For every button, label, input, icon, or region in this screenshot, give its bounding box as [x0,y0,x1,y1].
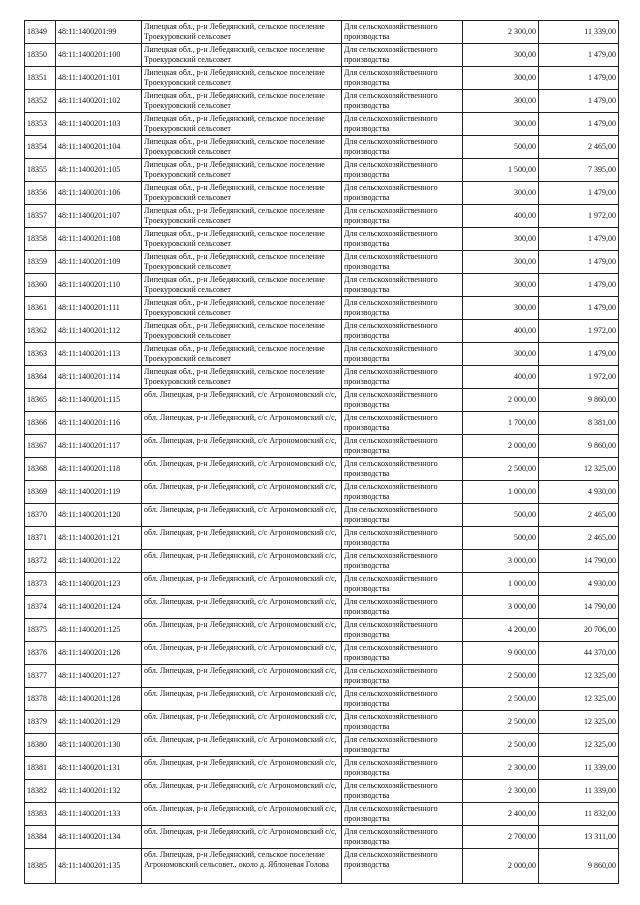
table-row [25,228,619,251]
location-address: обл. Липецкая, р-н Лебедянский, с/с Агрономовский с/с, [142,826,342,849]
area-value: 300,00 [463,44,539,67]
cadastral-number: 48:11:1400201:123 [56,573,142,596]
row-number: 18370 [25,504,56,527]
cadastral-number: 48:11:1400201:102 [56,90,142,113]
location-address: Липецкая обл., р-н Лебедянский, сельское поселение Троекуровский сельсовет [142,44,342,67]
cadastral-number: 48:11:1400201:107 [56,205,142,228]
row-number: 18378 [25,688,56,711]
permitted-use: Для сельскохозяйственного производства [342,182,463,205]
row-number: 18361 [25,297,56,320]
row-number: 18366 [25,412,56,435]
cadastral-number: 48:11:1400201:101 [56,67,142,90]
location-address: обл. Липецкая, р-н Лебедянский, с/с Агрономовский с/с, [142,389,342,412]
table-row [25,803,619,826]
permitted-use: Для сельскохозяйственного производства [342,665,463,688]
location-address: обл. Липецкая, р-н Лебедянский, с/с Агрономовский с/с, [142,596,342,619]
cadastral-value-table-page [24,20,618,884]
location-address: обл. Липецкая, р-н Лебедянский, с/с Агрономовский с/с, [142,458,342,481]
table-row [25,504,619,527]
permitted-use: Для сельскохозяйственного производства [342,527,463,550]
table-row [25,481,619,504]
permitted-use: Для сельскохозяйственного производства [342,113,463,136]
cadastral-number: 48:11:1400201:121 [56,527,142,550]
cadastral-value: 1 479,00 [539,67,619,90]
table-row [25,596,619,619]
table-row [25,90,619,113]
row-number: 18367 [25,435,56,458]
cadastral-number: 48:11:1400201:120 [56,504,142,527]
cadastral-number: 48:11:1400201:100 [56,44,142,67]
row-number: 18377 [25,665,56,688]
row-number: 18373 [25,573,56,596]
permitted-use: Для сельскохозяйственного производства [342,481,463,504]
cadastral-number: 48:11:1400201:131 [56,757,142,780]
location-address: обл. Липецкая, р-н Лебедянский, с/с Агрономовский с/с, [142,734,342,757]
table-row [25,320,619,343]
cadastral-value-table [24,20,619,884]
permitted-use: Для сельскохозяйственного производства [342,297,463,320]
cadastral-number: 48:11:1400201:114 [56,366,142,389]
cadastral-value: 1 479,00 [539,228,619,251]
cadastral-value: 9 860,00 [539,389,619,412]
location-address: Липецкая обл., р-н Лебедянский, сельское поселение Троекуровский сельсовет [142,343,342,366]
row-number: 18364 [25,366,56,389]
table-row [25,274,619,297]
location-address: Липецкая обл., р-н Лебедянский, сельское поселение Троекуровский сельсовет [142,205,342,228]
table-row [25,297,619,320]
location-address: обл. Липецкая, р-н Лебедянский, с/с Агрономовский с/с, [142,688,342,711]
cadastral-value: 1 479,00 [539,113,619,136]
cadastral-value: 11 339,00 [539,21,619,44]
cadastral-number: 48:11:1400201:112 [56,320,142,343]
location-address: обл. Липецкая, р-н Лебедянский, с/с Агрономовский с/с, [142,412,342,435]
cadastral-value: 12 325,00 [539,711,619,734]
row-number: 18351 [25,67,56,90]
permitted-use: Для сельскохозяйственного производства [342,435,463,458]
cadastral-value: 44 370,00 [539,642,619,665]
table-row [25,435,619,458]
area-value: 300,00 [463,274,539,297]
location-address: обл. Липецкая, р-н Лебедянский, с/с Агрономовский с/с, [142,803,342,826]
area-value: 400,00 [463,320,539,343]
location-address: обл. Липецкая, р-н Лебедянский, с/с Агрономовский с/с, [142,504,342,527]
row-number: 18357 [25,205,56,228]
row-number: 18352 [25,90,56,113]
location-address: Липецкая обл., р-н Лебедянский, сельское поселение Троекуровский сельсовет [142,159,342,182]
location-address: обл. Липецкая, р-н Лебедянский, с/с Агрономовский с/с, [142,573,342,596]
cadastral-value: 1 479,00 [539,90,619,113]
area-value: 300,00 [463,90,539,113]
area-value: 2 300,00 [463,780,539,803]
table-row [25,159,619,182]
permitted-use: Для сельскохозяйственного производства [342,458,463,481]
location-address: Липецкая обл., р-н Лебедянский, сельское поселение Троекуровский сельсовет [142,21,342,44]
row-number: 18355 [25,159,56,182]
permitted-use: Для сельскохозяйственного производства [342,734,463,757]
cadastral-number: 48:11:1400201:130 [56,734,142,757]
table-row [25,780,619,803]
table-row [25,734,619,757]
row-number: 18354 [25,136,56,159]
permitted-use: Для сельскохозяйственного производства [342,642,463,665]
area-value: 2 500,00 [463,688,539,711]
location-address: обл. Липецкая, р-н Лебедянский, с/с Агрономовский с/с, [142,757,342,780]
table-row [25,757,619,780]
permitted-use: Для сельскохозяйственного производства [342,21,463,44]
permitted-use: Для сельскохозяйственного производства [342,596,463,619]
cadastral-number: 48:11:1400201:108 [56,228,142,251]
permitted-use: Для сельскохозяйственного производства [342,849,463,884]
table-row [25,527,619,550]
row-number: 18383 [25,803,56,826]
area-value: 300,00 [463,182,539,205]
area-value: 1 000,00 [463,573,539,596]
permitted-use: Для сельскохозяйственного производства [342,274,463,297]
cadastral-value: 1 972,00 [539,205,619,228]
area-value: 2 700,00 [463,826,539,849]
cadastral-number: 48:11:1400201:111 [56,297,142,320]
permitted-use: Для сельскохозяйственного производства [342,320,463,343]
cadastral-number: 48:11:1400201:129 [56,711,142,734]
table-row [25,412,619,435]
location-address: обл. Липецкая, р-н Лебедянский, с/с Агрономовский с/с, [142,619,342,642]
cadastral-number: 48:11:1400201:105 [56,159,142,182]
row-number: 18380 [25,734,56,757]
area-value: 2 000,00 [463,435,539,458]
permitted-use: Для сельскохозяйственного производства [342,780,463,803]
location-address: обл. Липецкая, р-н Лебедянский, сельское поселение Агрономовский сельсовет., около д. Яблоневая Голова [142,849,342,884]
row-number: 18362 [25,320,56,343]
location-address: Липецкая обл., р-н Лебедянский, сельское поселение Троекуровский сельсовет [142,182,342,205]
permitted-use: Для сельскохозяйственного производства [342,619,463,642]
cadastral-value: 2 465,00 [539,527,619,550]
cadastral-value: 9 860,00 [539,849,619,884]
table-row [25,205,619,228]
table-row [25,550,619,573]
permitted-use: Для сельскохозяйственного производства [342,688,463,711]
cadastral-number: 48:11:1400201:103 [56,113,142,136]
cadastral-value: 12 325,00 [539,458,619,481]
permitted-use: Для сельскохозяйственного производства [342,343,463,366]
cadastral-value: 7 395,00 [539,159,619,182]
row-number: 18385 [25,849,56,884]
table-row [25,21,619,44]
area-value: 2 500,00 [463,458,539,481]
cadastral-number: 48:11:1400201:106 [56,182,142,205]
row-number: 18369 [25,481,56,504]
cadastral-value: 13 311,00 [539,826,619,849]
row-number: 18374 [25,596,56,619]
cadastral-value: 1 479,00 [539,182,619,205]
row-number: 18384 [25,826,56,849]
permitted-use: Для сельскохозяйственного производства [342,711,463,734]
cadastral-number: 48:11:1400201:127 [56,665,142,688]
location-address: обл. Липецкая, р-н Лебедянский, с/с Агрономовский с/с, [142,711,342,734]
row-number: 18368 [25,458,56,481]
permitted-use: Для сельскохозяйственного производства [342,389,463,412]
location-address: Липецкая обл., р-н Лебедянский, сельское поселение Троекуровский сельсовет [142,297,342,320]
cadastral-number: 48:11:1400201:115 [56,389,142,412]
area-value: 2 300,00 [463,21,539,44]
cadastral-value: 1 479,00 [539,297,619,320]
location-address: обл. Липецкая, р-н Лебедянский, с/с Агрономовский с/с, [142,780,342,803]
area-value: 2 500,00 [463,665,539,688]
cadastral-value: 1 479,00 [539,274,619,297]
cadastral-value: 8 381,00 [539,412,619,435]
row-number: 18365 [25,389,56,412]
table-row [25,711,619,734]
row-number: 18350 [25,44,56,67]
cadastral-number: 48:11:1400201:133 [56,803,142,826]
permitted-use: Для сельскохозяйственного производства [342,550,463,573]
area-value: 2 500,00 [463,734,539,757]
permitted-use: Для сельскохозяйственного производства [342,757,463,780]
area-value: 300,00 [463,113,539,136]
table-row [25,665,619,688]
area-value: 1 700,00 [463,412,539,435]
location-address: Липецкая обл., р-н Лебедянский, сельское поселение Троекуровский сельсовет [142,320,342,343]
area-value: 1 000,00 [463,481,539,504]
table-row [25,573,619,596]
permitted-use: Для сельскохозяйственного производства [342,67,463,90]
cadastral-number: 48:11:1400201:117 [56,435,142,458]
cadastral-value: 4 930,00 [539,481,619,504]
cadastral-number: 48:11:1400201:125 [56,619,142,642]
cadastral-value: 1 479,00 [539,44,619,67]
table-row [25,688,619,711]
cadastral-number: 48:11:1400201:113 [56,343,142,366]
cadastral-number: 48:11:1400201:134 [56,826,142,849]
area-value: 2 300,00 [463,757,539,780]
row-number: 18379 [25,711,56,734]
permitted-use: Для сельскохозяйственного производства [342,136,463,159]
table-row [25,67,619,90]
cadastral-number: 48:11:1400201:124 [56,596,142,619]
row-number: 18358 [25,228,56,251]
table-row [25,619,619,642]
area-value: 500,00 [463,136,539,159]
location-address: обл. Липецкая, р-н Лебедянский, с/с Агрономовский с/с, [142,665,342,688]
area-value: 300,00 [463,251,539,274]
table-row [25,44,619,67]
cadastral-value: 12 325,00 [539,688,619,711]
cadastral-number: 48:11:1400201:122 [56,550,142,573]
location-address: Липецкая обл., р-н Лебедянский, сельское поселение Троекуровский сельсовет [142,228,342,251]
table-row [25,642,619,665]
cadastral-value: 1 479,00 [539,343,619,366]
cadastral-number: 48:11:1400201:118 [56,458,142,481]
permitted-use: Для сельскохозяйственного производства [342,251,463,274]
area-value: 400,00 [463,366,539,389]
area-value: 3 000,00 [463,596,539,619]
table-row [25,366,619,389]
permitted-use: Для сельскохозяйственного производства [342,366,463,389]
location-address: Липецкая обл., р-н Лебедянский, сельское поселение Троекуровский сельсовет [142,366,342,389]
table-row [25,113,619,136]
location-address: Липецкая обл., р-н Лебедянский, сельское поселение Троекуровский сельсовет [142,67,342,90]
row-number: 18371 [25,527,56,550]
location-address: обл. Липецкая, р-н Лебедянский, с/с Агрономовский с/с, [142,642,342,665]
cadastral-value: 11 339,00 [539,780,619,803]
cadastral-value: 11 339,00 [539,757,619,780]
area-value: 3 000,00 [463,550,539,573]
row-number: 18372 [25,550,56,573]
area-value: 400,00 [463,205,539,228]
table-row [25,826,619,849]
area-value: 9 000,00 [463,642,539,665]
row-number: 18363 [25,343,56,366]
cadastral-value: 20 706,00 [539,619,619,642]
area-value: 300,00 [463,228,539,251]
location-address: Липецкая обл., р-н Лебедянский, сельское поселение Троекуровский сельсовет [142,251,342,274]
cadastral-number: 48:11:1400201:128 [56,688,142,711]
area-value: 1 500,00 [463,159,539,182]
area-value: 500,00 [463,527,539,550]
permitted-use: Для сельскохозяйственного производства [342,573,463,596]
area-value: 2 400,00 [463,803,539,826]
table-row [25,849,619,884]
row-number: 18375 [25,619,56,642]
cadastral-value: 12 325,00 [539,734,619,757]
row-number: 18360 [25,274,56,297]
table-body [25,21,619,884]
row-number: 18359 [25,251,56,274]
table-row [25,458,619,481]
area-value: 500,00 [463,504,539,527]
area-value: 300,00 [463,297,539,320]
permitted-use: Для сельскохозяйственного производства [342,44,463,67]
cadastral-value: 2 465,00 [539,136,619,159]
row-number: 18353 [25,113,56,136]
permitted-use: Для сельскохозяйственного производства [342,205,463,228]
area-value: 300,00 [463,67,539,90]
cadastral-value: 1 479,00 [539,251,619,274]
cadastral-number: 48:11:1400201:132 [56,780,142,803]
location-address: Липецкая обл., р-н Лебедянский, сельское поселение Троекуровский сельсовет [142,90,342,113]
location-address: Липецкая обл., р-н Лебедянский, сельское поселение Троекуровский сельсовет [142,274,342,297]
area-value: 4 200,00 [463,619,539,642]
row-number: 18349 [25,21,56,44]
cadastral-value: 9 860,00 [539,435,619,458]
cadastral-number: 48:11:1400201:99 [56,21,142,44]
permitted-use: Для сельскохозяйственного производства [342,228,463,251]
cadastral-number: 48:11:1400201:119 [56,481,142,504]
location-address: обл. Липецкая, р-н Лебедянский, с/с Агрономовский с/с, [142,527,342,550]
area-value: 2 000,00 [463,389,539,412]
cadastral-value: 2 465,00 [539,504,619,527]
location-address: Липецкая обл., р-н Лебедянский, сельское поселение Троекуровский сельсовет [142,136,342,159]
area-value: 2 000,00 [463,849,539,884]
location-address: обл. Липецкая, р-н Лебедянский, с/с Агрономовский с/с, [142,550,342,573]
table-row [25,251,619,274]
row-number: 18376 [25,642,56,665]
cadastral-value: 14 790,00 [539,550,619,573]
table-row [25,136,619,159]
area-value: 300,00 [463,343,539,366]
area-value: 2 500,00 [463,711,539,734]
cadastral-number: 48:11:1400201:135 [56,849,142,884]
permitted-use: Для сельскохозяйственного производства [342,159,463,182]
permitted-use: Для сельскохозяйственного производства [342,412,463,435]
cadastral-value: 14 790,00 [539,596,619,619]
table-row [25,182,619,205]
cadastral-value: 12 325,00 [539,665,619,688]
cadastral-number: 48:11:1400201:104 [56,136,142,159]
cadastral-number: 48:11:1400201:126 [56,642,142,665]
permitted-use: Для сельскохозяйственного производства [342,90,463,113]
permitted-use: Для сельскохозяйственного производства [342,504,463,527]
location-address: обл. Липецкая, р-н Лебедянский, с/с Агрономовский с/с, [142,481,342,504]
cadastral-number: 48:11:1400201:116 [56,412,142,435]
permitted-use: Для сельскохозяйственного производства [342,826,463,849]
row-number: 18356 [25,182,56,205]
cadastral-value: 1 972,00 [539,320,619,343]
permitted-use: Для сельскохозяйственного производства [342,803,463,826]
location-address: Липецкая обл., р-н Лебедянский, сельское поселение Троекуровский сельсовет [142,113,342,136]
cadastral-value: 4 930,00 [539,573,619,596]
row-number: 18381 [25,757,56,780]
cadastral-number: 48:11:1400201:110 [56,274,142,297]
cadastral-value: 1 972,00 [539,366,619,389]
table-row [25,389,619,412]
location-address: обл. Липецкая, р-н Лебедянский, с/с Агрономовский с/с, [142,435,342,458]
row-number: 18382 [25,780,56,803]
table-row [25,343,619,366]
cadastral-value: 11 832,00 [539,803,619,826]
cadastral-number: 48:11:1400201:109 [56,251,142,274]
